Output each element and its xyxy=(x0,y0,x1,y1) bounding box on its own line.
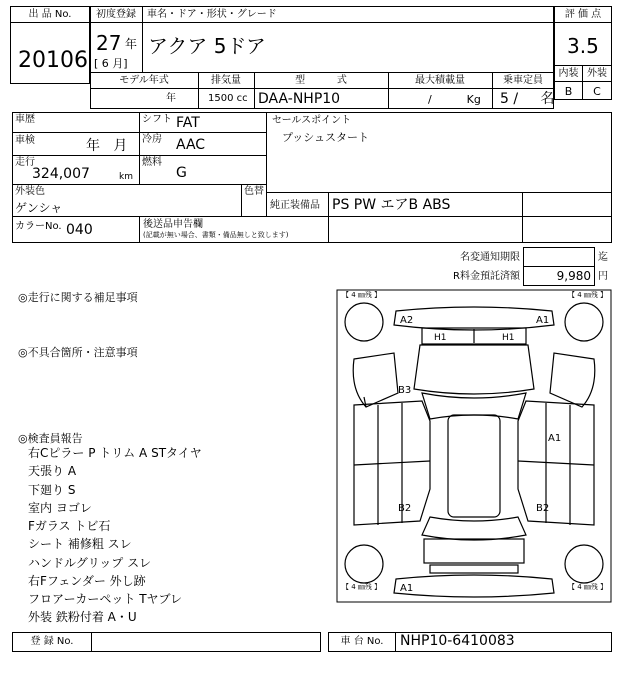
shift-label: シフト xyxy=(142,114,172,125)
model-year-unit: 年 xyxy=(166,93,176,104)
list-item: ハンドルグリップ スレ xyxy=(28,556,152,570)
chassis-number: NHP10-6410083 xyxy=(400,633,515,649)
capacity-label: 乗車定員 xyxy=(503,75,543,86)
displacement-label: 排気量 xyxy=(211,75,241,86)
history-label: 車歴 xyxy=(15,114,35,125)
driving-notes-title: ◎走行に関する補足事項 xyxy=(18,291,138,304)
damage-mark: A2 xyxy=(400,315,414,326)
year-unit: 年 xyxy=(125,37,138,51)
score-value: 3.5 xyxy=(567,34,599,58)
list-item: 下廻り S xyxy=(28,483,76,497)
car-name: アクア 5ドア xyxy=(148,34,266,58)
lot-label: 出 品 No. xyxy=(28,9,72,20)
inspection-label: 車検 xyxy=(15,135,35,146)
capacity-value: 5 / 名 xyxy=(500,91,555,107)
first-reg-year: 27 xyxy=(96,31,122,55)
damage-mark: H1 xyxy=(434,333,447,343)
first-reg-month: [ 6 月] xyxy=(94,57,128,70)
exterior-label: 外装 xyxy=(587,68,607,79)
recycle-value: 9,980 xyxy=(556,269,591,283)
car-damage-diagram xyxy=(336,289,612,603)
list-item: Fガラス トビ石 xyxy=(28,519,111,533)
inspector-title: ◎検査員報告 xyxy=(18,432,83,445)
damage-mark: B2 xyxy=(398,503,412,514)
wheel-front-left xyxy=(345,303,383,341)
defects-title: ◎不具合箇所・注意事項 xyxy=(18,346,138,359)
damage-mark: A1 xyxy=(548,433,562,444)
score-label: 評 価 点 xyxy=(564,9,602,20)
equipment-label: 純正装備品 xyxy=(270,200,320,211)
inspection-value: 年 月 xyxy=(86,138,128,154)
tire-label-front-left: 【 4 ㎜残 】 xyxy=(342,291,382,299)
wheel-rear-left xyxy=(345,545,383,583)
ext-color-label: 外装色 xyxy=(15,186,45,197)
shift-value: FAT xyxy=(176,115,200,131)
notice-unit: 迄 xyxy=(598,252,608,263)
shipping-note: (記載が無い場合、書類・備品無しと致します) xyxy=(143,231,289,239)
list-item: フロアーカーペット Tヤブレ xyxy=(28,592,183,606)
interior-label: 内装 xyxy=(558,68,579,79)
model-year-label: モデル年式 xyxy=(119,75,169,86)
mileage-label: 走行 xyxy=(15,157,35,168)
recycle-unit: 円 xyxy=(598,271,608,282)
color-change-label: 色替 xyxy=(244,186,264,197)
exterior-grade: C xyxy=(593,85,601,98)
list-item: 右Cピラー P トリム A STタイヤ xyxy=(28,446,202,460)
reg-label: 登 録 No. xyxy=(30,636,74,647)
interior-grade: B xyxy=(564,85,573,98)
wheel-rear-right xyxy=(565,545,603,583)
chassis-label: 車 台 No. xyxy=(340,636,384,647)
car-name-label: 車名・ドア・形状・グレード xyxy=(147,9,277,20)
sales-point-label: セールスポイント xyxy=(272,115,352,126)
notice-label: 名変通知期限 xyxy=(460,252,520,263)
lot-number: 20106 xyxy=(18,48,88,73)
tire-label-front-right: 【 4 ㎜残 】 xyxy=(568,291,608,299)
notice-box xyxy=(523,247,595,267)
type-value: DAA-NHP10 xyxy=(258,91,341,107)
first-reg-label: 初度登録 xyxy=(96,9,136,20)
damage-mark: H1 xyxy=(502,333,515,343)
sales-point-value: プッシュスタート xyxy=(282,131,370,144)
mileage-value: 324,007 xyxy=(32,166,90,182)
mileage-unit: km xyxy=(119,172,133,182)
type-label: 型 式 xyxy=(295,75,347,86)
list-item: 室内 ヨゴレ xyxy=(28,501,92,515)
max-load-value: / Kg xyxy=(428,93,481,106)
equipment-value: PS PW エアB ABS xyxy=(332,197,451,213)
list-item: シート 補修粗 スレ xyxy=(28,537,132,551)
max-load-label: 最大積載量 xyxy=(415,75,465,86)
list-item: 外装 鉄粉付着 A・U xyxy=(28,610,137,624)
reg-no-box xyxy=(91,632,321,652)
tire-label-rear-right: 【 4 ㎜残 】 xyxy=(568,583,608,591)
damage-mark: B3 xyxy=(398,385,412,396)
fuel-label: 燃料 xyxy=(142,157,162,168)
color-no-value: 040 xyxy=(66,222,93,238)
ac-value: AAC xyxy=(176,137,206,153)
color-no-label: カラーNo. xyxy=(15,221,62,232)
damage-mark: B2 xyxy=(536,503,550,514)
list-item: 右Fフェンダー 外し跡 xyxy=(28,574,146,588)
wheel-front-right xyxy=(565,303,603,341)
ext-color-value: ゲンシャ xyxy=(15,201,63,215)
displacement-value: 1500 cc xyxy=(208,93,248,104)
shipping-label: 後送品申告欄 xyxy=(143,219,203,230)
ac-label: 冷房 xyxy=(142,134,162,145)
damage-mark: A1 xyxy=(400,583,414,594)
damage-mark: A1 xyxy=(536,315,550,326)
fuel-value: G xyxy=(176,165,187,181)
recycle-label: R料金預託済額 xyxy=(453,271,520,282)
list-item: 天張り A xyxy=(28,464,77,478)
tire-label-rear-left: 【 4 ㎜残 】 xyxy=(342,583,382,591)
